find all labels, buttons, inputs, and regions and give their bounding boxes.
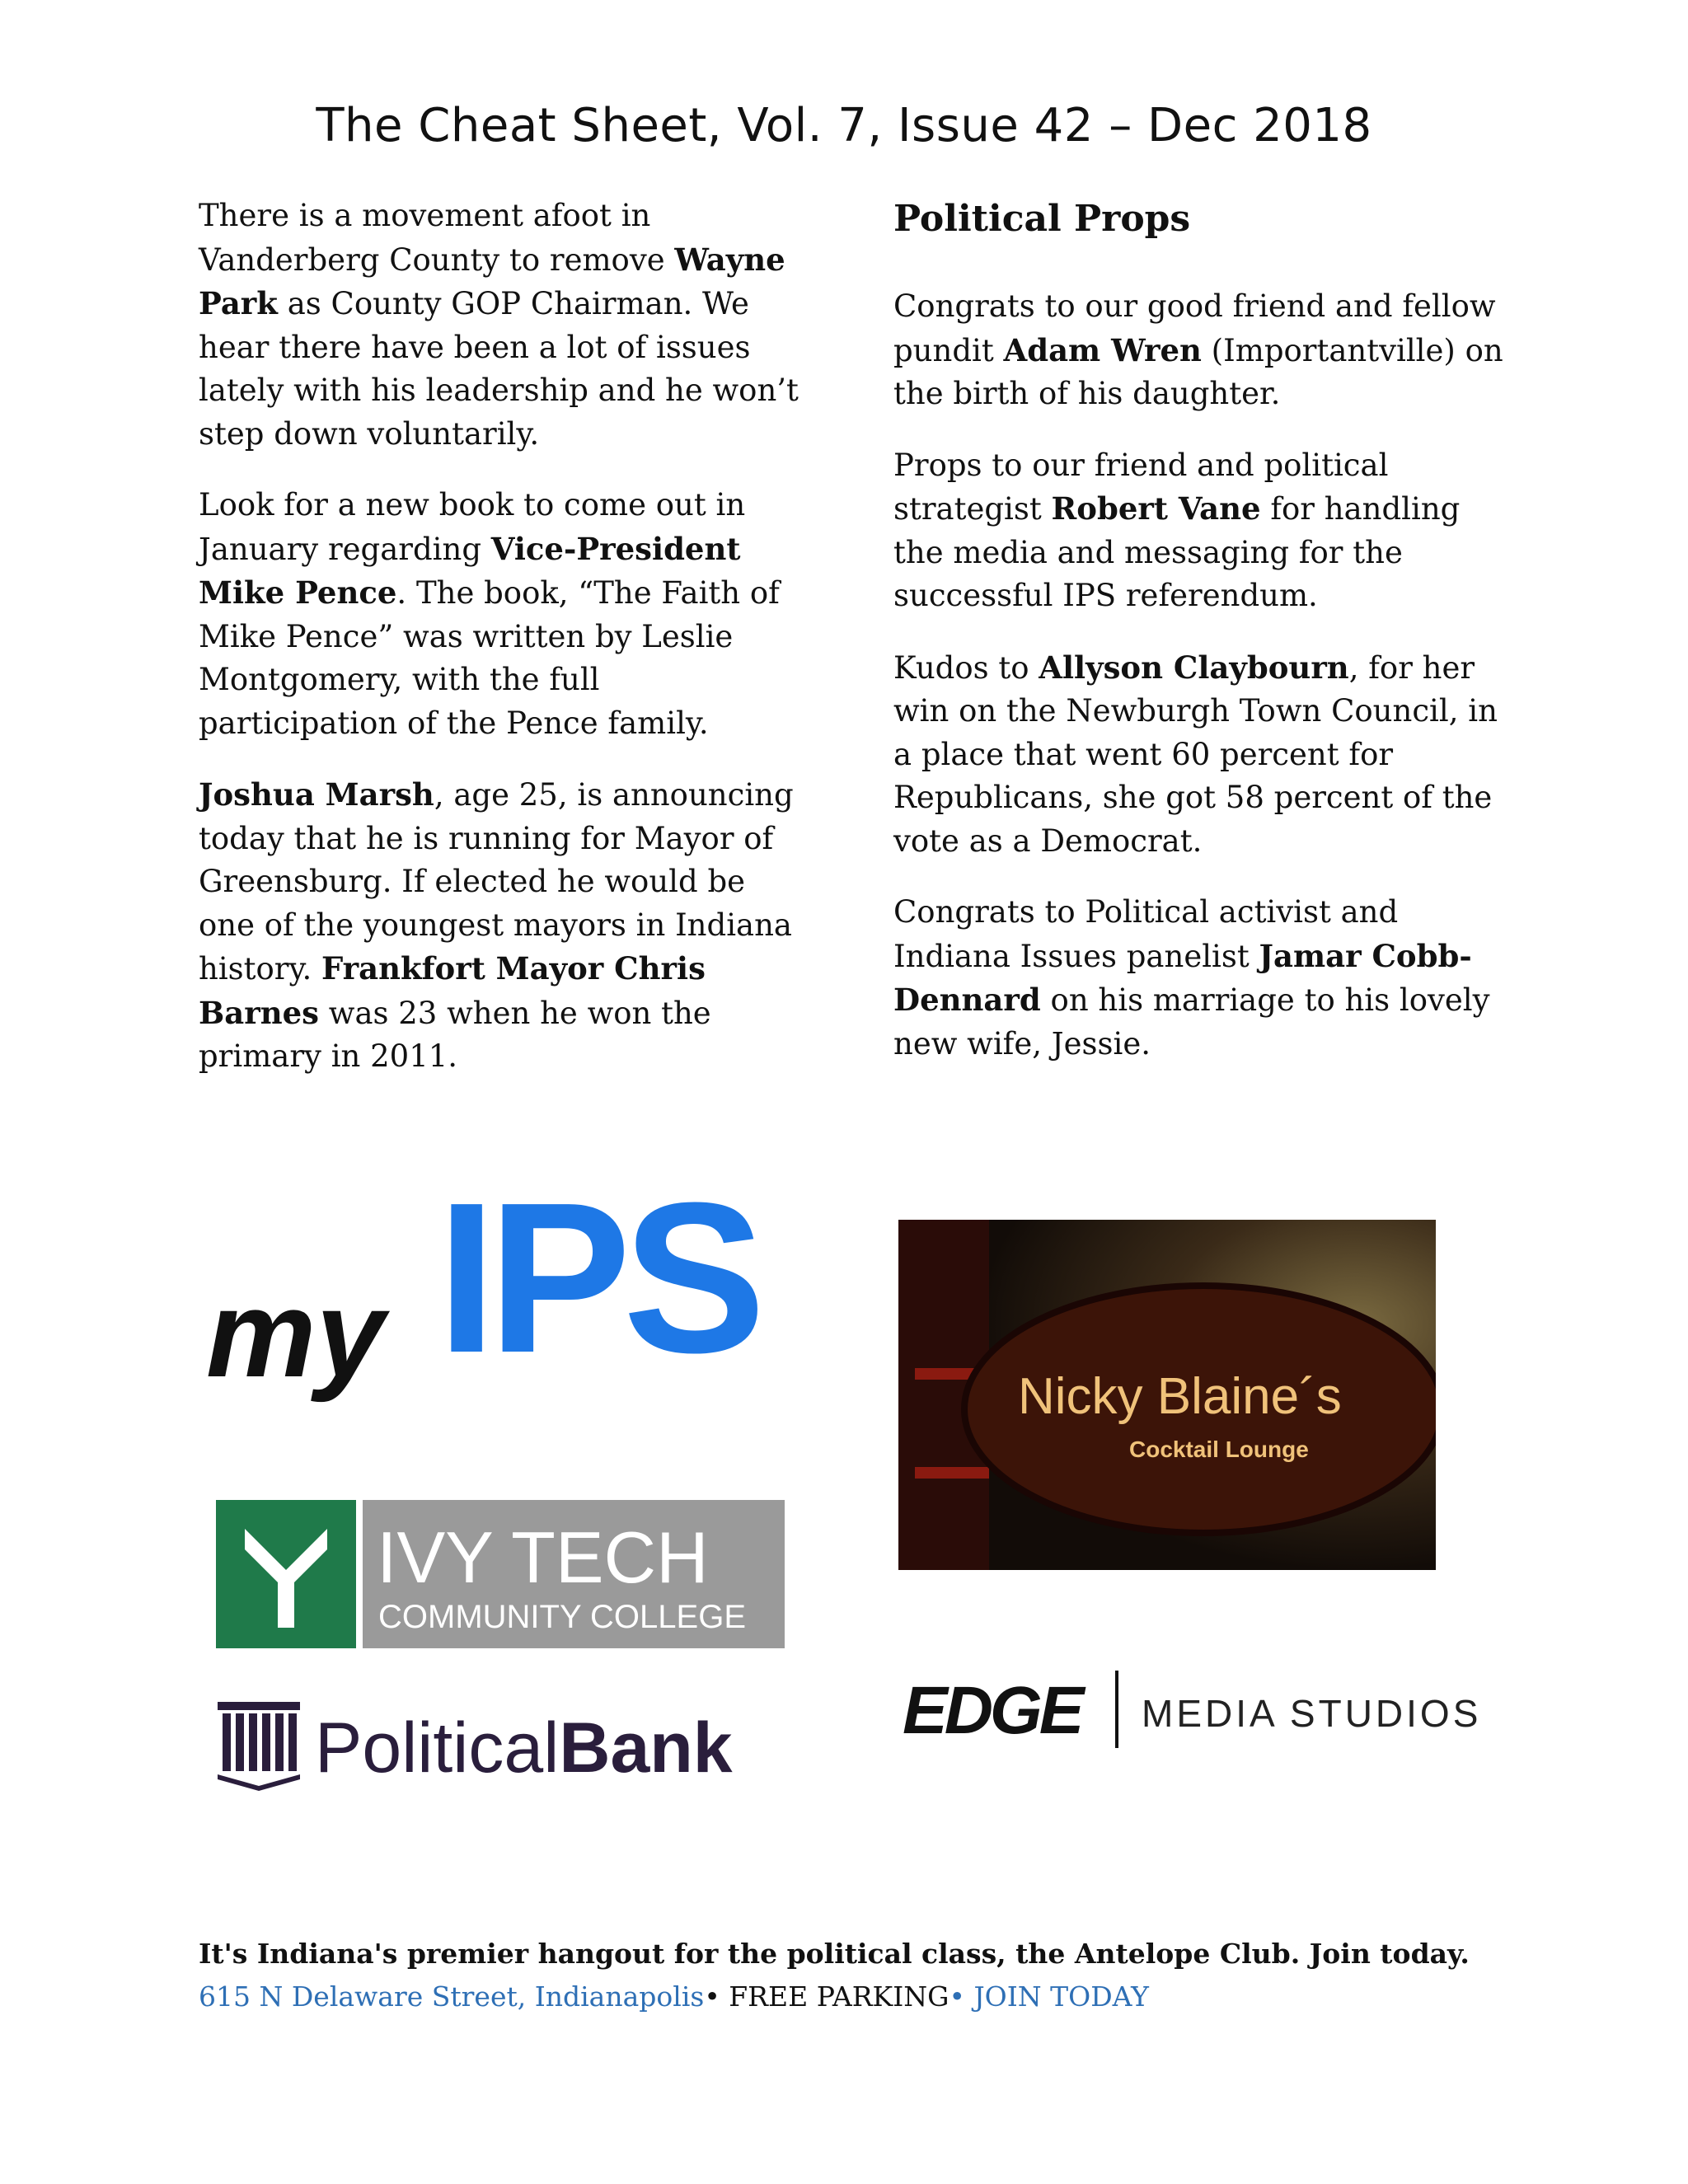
- article-joshua-marsh: Joshua Marsh, age 25, is announcing today that he is running for Mayor of Greensburg. If elected he would be one of the youngest mayors in Indiana history. Frankfort Mayor Chris Barnes was 23 when he won the primary in 2011.: [199, 776, 794, 1074]
- myips-block-text: IPS: [437, 1170, 758, 1398]
- edge-divider: [1115, 1671, 1118, 1748]
- props-jamar-cobb-dennard: Congrats to Political activist and Indiana Issues panelist Jamar Cobb-Dennard on his marriage to his lovely new wife, Jessie.: [893, 894, 1490, 1062]
- footer-join-today-link[interactable]: JOIN TODAY: [964, 1980, 1149, 2013]
- politicalbank-logo[interactable]: [216, 1694, 793, 1793]
- sign-bracket-lower: [915, 1467, 989, 1479]
- edge-media-studios-logo[interactable]: [903, 1669, 1488, 1751]
- edge-wordmark: EDGE: [903, 1673, 1081, 1748]
- footer-tagline: It's Indiana's premier hangout for the political class, the Antelope Club. Join today.: [199, 1938, 1470, 1970]
- footer-address-link[interactable]: 615 N Delaware Street, Indianapolis: [199, 1980, 705, 2013]
- nicky-blaines-name: Nicky Blaine´s: [1018, 1368, 1342, 1425]
- ivytech-logo[interactable]: [216, 1500, 785, 1648]
- nicky-blaines-photo[interactable]: [898, 1220, 1436, 1570]
- props-robert-vane: Props to our friend and political strategist Robert Vane for handling the media and messaging for the successful IPS referendum.: [893, 447, 1461, 613]
- cocktail-lounge-text: Cocktail Lounge: [1129, 1436, 1309, 1462]
- ivytech-subtitle: COMMUNITY COLLEGE: [378, 1599, 746, 1635]
- bank-columns-icon: [218, 1702, 300, 1791]
- props-adam-wren: Congrats to our good friend and fellow pundit Adam Wren (Importantville) on the birth of his daughter.: [893, 288, 1503, 411]
- article-wayne-park: There is a movement afoot in Vanderberg County to remove Wayne Park as County GOP Chairman. We hear there have been a lot of issues lately with his leadership and he won’t step down voluntarily.: [199, 198, 799, 452]
- antelope-club-footer: It's Indiana's premier hangout for the political class, the Antelope Club. Join today. 615 N Delaware Street, Indianapolis• FREE PARKING• JOIN TODAY: [199, 1938, 1470, 2013]
- right-column: [893, 194, 1512, 1094]
- myips-logo[interactable]: [206, 1170, 799, 1418]
- political-props-heading: Political Props: [893, 198, 1191, 240]
- media-studios-text: MEDIA STUDIOS: [1142, 1692, 1482, 1735]
- props-allyson-claybourn: Kudos to Allyson Claybourn, for her win on the Newburgh Town Council, in a place that went 60 percent for Republicans, she got 58 percent of the vote as a Democrat.: [893, 649, 1498, 859]
- politicalbank-name: PoliticalBank: [315, 1708, 733, 1788]
- footer-free-parking: FREE PARKING: [720, 1980, 950, 2013]
- page-title: The Cheat Sheet, Vol. 7, Issue 42 – Dec 2018: [316, 99, 1372, 152]
- left-column: [199, 194, 804, 1107]
- ivytech-name: IVY TECH: [377, 1516, 709, 1598]
- article-pence-book: Look for a new book to come out in January regarding Vice-President Mike Pence. The book, “The Faith of Mike Pence” was written by Leslie Montgomery, with the full participation of the Pence family.: [199, 487, 780, 741]
- myips-script-text: my: [206, 1264, 385, 1403]
